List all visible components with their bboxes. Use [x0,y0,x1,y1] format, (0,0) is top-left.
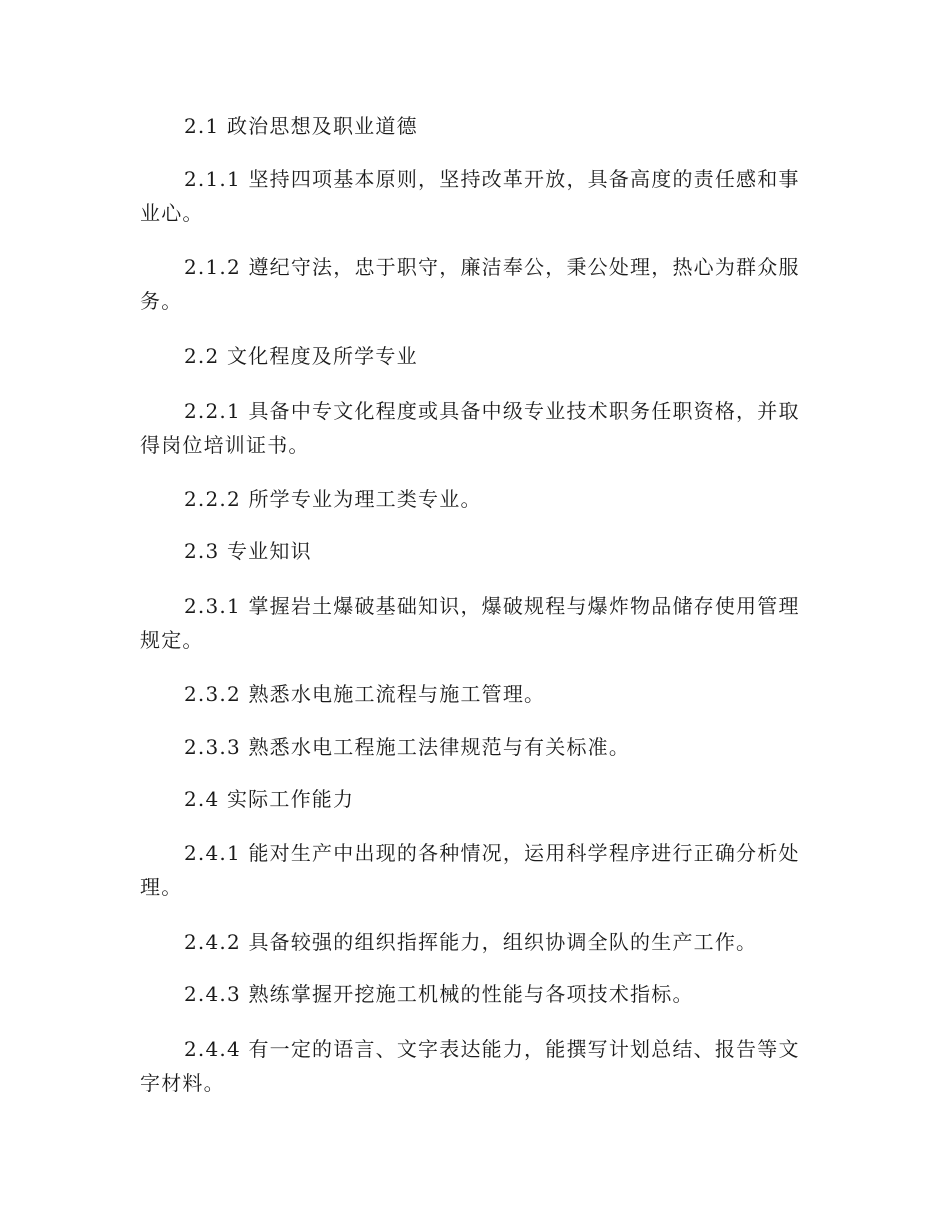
paragraph-2-1-1: 2.1.1 坚持四项基本原则，坚持改革开放，具备高度的责任感和事业心。 [140,167,800,225]
paragraph-2-4-3: 2.4.3 熟练掌握开挖施工机械的性能与各项技术指标。 [184,982,694,1006]
heading-2-3: 2.3 专业知识 [184,539,312,563]
paragraph-2-4-2: 2.4.2 具备较强的组织指挥能力，组织协调全队的生产工作。 [184,930,758,954]
paragraph-2-4-1: 2.4.1 能对生产中出现的各种情况，运用科学程序进行正确分析处理。 [140,841,800,899]
heading-2-2: 2.2 文化程度及所学专业 [184,344,418,368]
paragraph-2-2-2: 2.2.2 所学专业为理工类专业。 [184,487,482,511]
heading-2-4: 2.4 实际工作能力 [184,787,355,811]
paragraph-2-3-2: 2.3.2 熟悉水电施工流程与施工管理。 [184,682,546,706]
heading-2-1: 2.1 政治思想及职业道德 [184,114,418,138]
paragraph-2-3-1: 2.3.1 掌握岩土爆破基础知识，爆破规程与爆炸物品储存使用管理规定。 [140,594,800,652]
paragraph-2-1-2: 2.1.2 遵纪守法，忠于职守，廉洁奉公，秉公处理，热心为群众服务。 [140,255,800,313]
paragraph-2-2-1: 2.2.1 具备中专文化程度或具备中级专业技术职务任职资格，并取得岗位培训证书。 [140,399,800,457]
paragraph-2-3-3: 2.3.3 熟悉水电工程施工法律规范与有关标准。 [184,735,631,759]
paragraph-2-4-4: 2.4.4 有一定的语言、文字表达能力，能撰写计划总结、报告等文字材料。 [140,1037,800,1095]
